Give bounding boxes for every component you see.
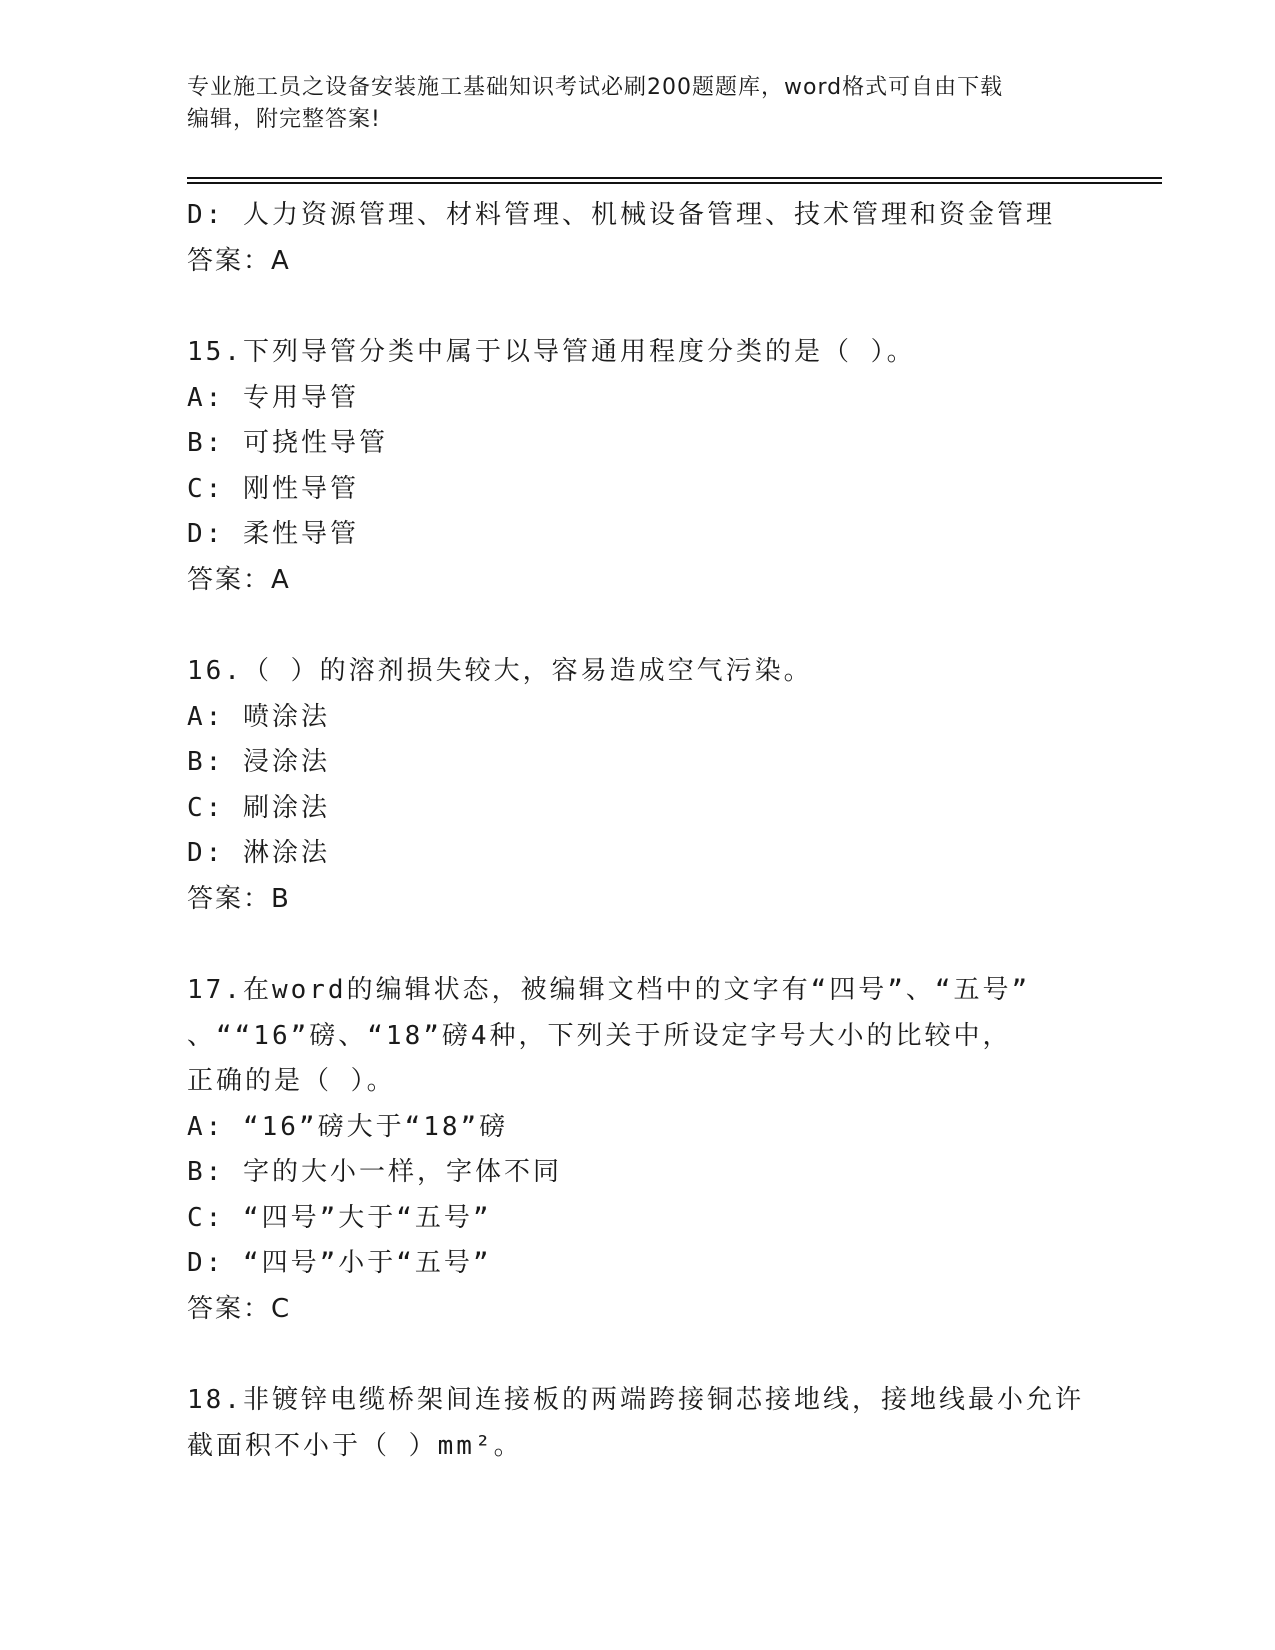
option-a: A: 专用导管: [187, 382, 359, 413]
prev-question-answer: 答案：A: [187, 245, 291, 276]
question-stem-line-2: 、““16”磅、“18”磅4种，下列关于所设定字号大小的比较中，: [187, 1020, 1012, 1051]
question-stem-line-1: 17.在word的编辑状态，被编辑文档中的文字有“四号”、“五号”: [187, 975, 1031, 1005]
option-d: D: “四号”小于“五号”: [187, 1248, 492, 1278]
question-stem-line-1: 18.非镀锌电缆桥架间连接板的两端跨接铜芯接地线，接地线最小允许: [187, 1385, 1084, 1415]
option-a: A: “16”磅大于“18”磅: [187, 1111, 509, 1142]
question-stem: 16.（ ）的溶剂损失较大，容易造成空气污染。: [187, 656, 813, 686]
answer: 答案：C: [187, 1293, 292, 1324]
question-stem-line-3: 正确的是（ ）。: [187, 1066, 396, 1096]
header-rule-top: [187, 177, 1162, 179]
document-body: [187, 193, 1087, 1469]
header-title-line-1: 专业施工员之设备安装施工基础知识考试必刷200题题库，word格式可自由下载: [187, 75, 1004, 100]
option-b: B: 字的大小一样，字体不同: [187, 1157, 562, 1187]
prev-question-option-d: D: 人力资源管理、材料管理、机械设备管理、技术管理和资金管理: [187, 200, 1055, 230]
spacer: [187, 603, 1087, 649]
question-stem-line-2: 截面积不小于（ ）mm²。: [187, 1430, 523, 1461]
option-c: C: 刷涂法: [187, 792, 330, 823]
question-17: [187, 968, 1087, 1332]
document-header: [187, 72, 1087, 136]
option-d: D: 柔性导管: [187, 519, 359, 549]
header-rule-bottom: [187, 182, 1162, 184]
question-18: [187, 1378, 1087, 1469]
spacer: [187, 284, 1087, 330]
question-stem: 15.下列导管分类中属于以导管通用程度分类的是（ ）。: [187, 337, 916, 367]
option-b: B: 可挠性导管: [187, 428, 388, 458]
answer: 答案：B: [187, 883, 291, 914]
question-15: [187, 330, 1087, 603]
option-b: B: 浸涂法: [187, 747, 330, 777]
spacer: [187, 1332, 1087, 1378]
header-title-line-2: 编辑，附完整答案!: [187, 107, 381, 132]
option-d: D: 淋涂法: [187, 838, 330, 868]
question-16: [187, 649, 1087, 922]
answer: 答案：A: [187, 564, 291, 595]
option-c: C: “四号”大于“五号”: [187, 1202, 492, 1233]
option-a: A: 喷涂法: [187, 701, 330, 732]
spacer: [187, 922, 1087, 968]
option-c: C: 刚性导管: [187, 473, 359, 504]
